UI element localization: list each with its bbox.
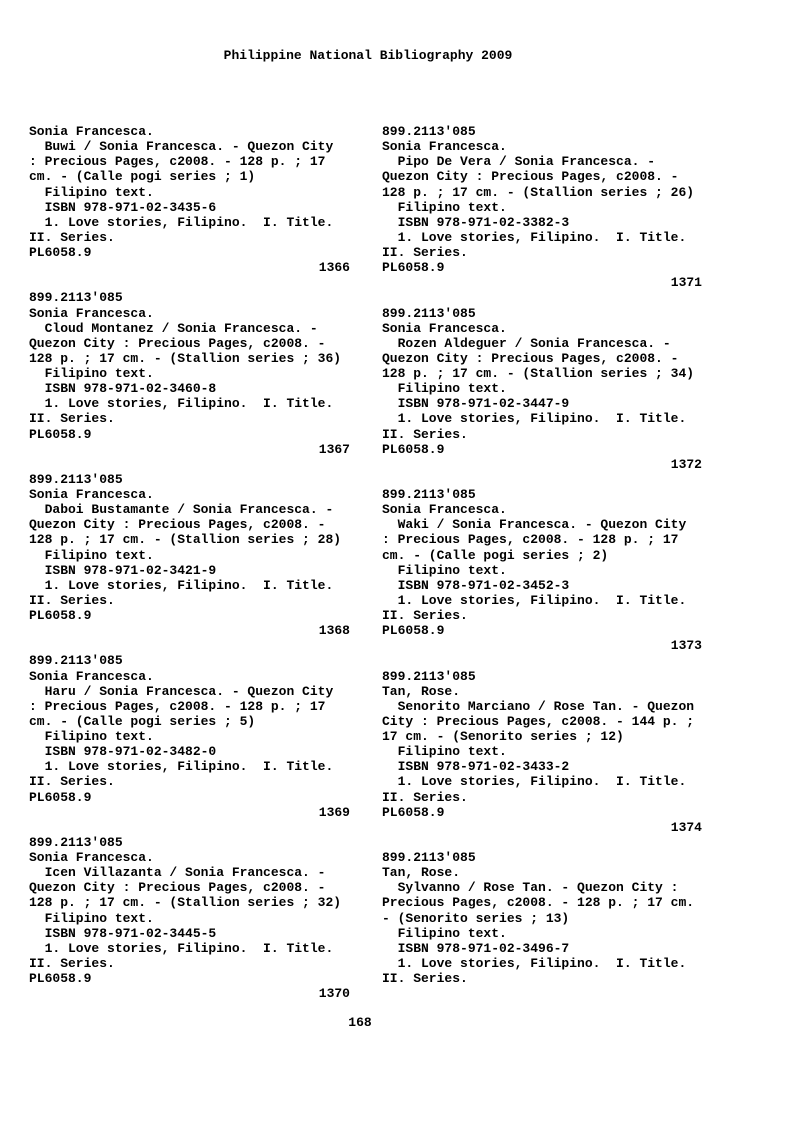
entry-line: ISBN 978-971-02-3382-3 (382, 214, 570, 230)
entry-number: 1373 (670, 638, 702, 654)
entry-line: ISBN 978-971-02-3435-6 (29, 199, 217, 215)
entry-line: Tan, Rose. (382, 683, 461, 699)
entry-line: cm. - (Calle pogi series ; 2) (382, 547, 609, 563)
entry-line: Sonia Francesca. (29, 487, 154, 502)
entry-line: ISBN 978-971-02-3447-9 (382, 396, 570, 412)
entry-line: PL6058.9 (382, 260, 445, 276)
entry-number: 1374 (670, 819, 702, 835)
entry-line: 1. Love stories, Filipino. I. Title. (382, 411, 687, 427)
entry-line: Quezon City : Precious Pages, c2008. - (29, 517, 326, 533)
entry-line: Senorito Marciano / Rose Tan. - Quezon (382, 698, 695, 714)
entry-line: 1. Love stories, Filipino. I. Title. (29, 396, 334, 412)
entry-separator (382, 653, 702, 668)
entry-line: 1. Love stories, Filipino. I. Title. (382, 774, 687, 790)
bibliography-entry (29, 835, 350, 1001)
entry-line: 899.2113'085 (382, 850, 476, 865)
entry-line: PL6058.9 (29, 245, 92, 260)
entry-line: Filipino text. (382, 562, 507, 578)
entry-number: 1366 (318, 260, 350, 276)
entry-line: II. Series. (382, 971, 468, 986)
entry-line: Sonia Francesca. (29, 305, 154, 321)
entry-line: Tan, Rose. (382, 865, 461, 881)
entry-separator (382, 290, 702, 305)
entry-line: 1. Love stories, Filipino. I. Title. (382, 229, 687, 245)
entry-line: Haru / Sonia Francesca. - Quezon City (29, 683, 334, 699)
entry-line: Filipino text. (382, 744, 507, 760)
entry-number: 1371 (670, 275, 702, 291)
entry-line: ISBN 978-971-02-3482-0 (29, 744, 217, 760)
entry-line: Quezon City : Precious Pages, c2008. - (29, 880, 326, 896)
entry-line: Sonia Francesca. (382, 502, 507, 518)
entry-line: Filipino text. (29, 184, 154, 200)
entry-separator (29, 275, 350, 290)
entry-separator (29, 457, 350, 472)
entry-line: 899.2113'085 (29, 834, 123, 850)
entry-line: Pipo De Vera / Sonia Francesca. - (382, 154, 656, 170)
entry-line: 899.2113'085 (382, 487, 476, 502)
bibliography-entry (382, 124, 702, 290)
entry-line: Sonia Francesca. (29, 850, 154, 865)
entry-line: Buwi / Sonia Francesca. - Quezon City (29, 139, 334, 155)
entry-line: Sylvanno / Rose Tan. - Quezon City : (382, 880, 679, 896)
bibliography-entry (29, 290, 350, 456)
entry-line: II. Series. (382, 245, 468, 260)
entry-line: Daboi Bustamante / Sonia Francesca. - (29, 502, 334, 518)
entry-number: 1369 (318, 804, 350, 820)
entry-line: 899.2113'085 (382, 124, 476, 139)
entry-line: Filipino text. (29, 547, 154, 563)
entry-line: PL6058.9 (29, 971, 92, 986)
entry-line: II. Series. (29, 774, 115, 790)
entry-line: 128 p. ; 17 cm. - (Stallion series ; 26) (382, 184, 695, 200)
entry-separator (29, 820, 350, 835)
entry-line: 128 p. ; 17 cm. - (Stallion series ; 28) (29, 532, 342, 548)
entry-line: PL6058.9 (29, 608, 92, 623)
entry-line: - (Senorito series ; 13) (382, 910, 570, 926)
entry-line: Filipino text. (382, 199, 507, 215)
entry-line: Waki / Sonia Francesca. - Quezon City (382, 517, 687, 533)
entry-line: City : Precious Pages, c2008. - 144 p. ; (382, 713, 695, 729)
entry-separator (29, 638, 350, 653)
entry-line: cm. - (Calle pogi series ; 1) (29, 169, 256, 185)
page-title: Philippine National Bibliography 2009 (223, 48, 513, 63)
entry-number: 1367 (318, 441, 350, 457)
entry-line: 17 cm. - (Senorito series ; 12) (382, 729, 624, 744)
entry-line: PL6058.9 (382, 804, 445, 820)
entry-line: Icen Villazanta / Sonia Francesca. - (29, 865, 326, 881)
entry-line: 899.2113'085 (29, 653, 123, 669)
entry-line: Quezon City : Precious Pages, c2008. - (382, 169, 679, 185)
entry-separator (382, 835, 702, 850)
bibliography-entry (29, 653, 350, 819)
entry-line: ISBN 978-971-02-3445-5 (29, 925, 217, 941)
entry-line: II. Series. (29, 592, 115, 608)
entry-separator (382, 472, 702, 487)
entry-line: cm. - (Calle pogi series ; 5) (29, 713, 256, 729)
entry-number: 1372 (670, 456, 702, 472)
entry-line: II. Series. (29, 411, 115, 427)
entry-line: II. Series. (382, 608, 468, 623)
bibliography-entry (382, 850, 702, 986)
entry-line: ISBN 978-971-02-3421-9 (29, 562, 217, 578)
entry-line: Sonia Francesca. (382, 139, 507, 155)
entry-line: 899.2113'085 (29, 471, 123, 487)
right-column (382, 124, 702, 986)
entry-line: Sonia Francesca. (382, 320, 507, 336)
left-column (29, 124, 350, 1001)
entry-line: Sonia Francesca. (29, 668, 154, 684)
entry-number: 1368 (318, 623, 350, 639)
entry-line: 899.2113'085 (382, 668, 476, 684)
entry-line: PL6058.9 (29, 789, 92, 805)
bibliography-entry (382, 306, 702, 472)
entry-line: Precious Pages, c2008. - 128 p. ; 17 cm. (382, 895, 695, 911)
entry-line: ISBN 978-971-02-3433-2 (382, 759, 570, 775)
entry-number: 1370 (318, 986, 350, 1002)
entry-line: ISBN 978-971-02-3496-7 (382, 940, 570, 956)
entry-line: ISBN 978-971-02-3460-8 (29, 381, 217, 397)
entry-line: PL6058.9 (382, 441, 445, 457)
page-number: 168 (348, 1015, 372, 1030)
entry-line: : Precious Pages, c2008. - 128 p. ; 17 (29, 154, 326, 170)
entry-line: 1. Love stories, Filipino. I. Title. (382, 955, 687, 971)
entry-line: 899.2113'085 (382, 305, 476, 321)
entry-line: 1. Love stories, Filipino. I. Title. (29, 214, 334, 230)
entry-line: PL6058.9 (29, 426, 92, 442)
entry-line: Sonia Francesca. (29, 124, 154, 139)
entry-line: Filipino text. (29, 910, 154, 926)
bibliography-entry (29, 472, 350, 638)
entry-line: Filipino text. (382, 925, 507, 941)
entry-line: II. Series. (29, 955, 115, 971)
entry-line: ISBN 978-971-02-3452-3 (382, 577, 570, 593)
entry-line: : Precious Pages, c2008. - 128 p. ; 17 (29, 698, 326, 714)
entry-line: 1. Love stories, Filipino. I. Title. (382, 592, 687, 608)
bibliography-entry (29, 124, 350, 275)
entry-line: : Precious Pages, c2008. - 128 p. ; 17 (382, 532, 679, 548)
entry-line: PL6058.9 (382, 623, 445, 639)
entry-line: Filipino text. (29, 366, 154, 381)
entry-line: 899.2113'085 (29, 290, 123, 306)
entry-line: Quezon City : Precious Pages, c2008. - (29, 335, 326, 351)
entry-line: 1. Love stories, Filipino. I. Title. (29, 940, 334, 956)
entry-line: 128 p. ; 17 cm. - (Stallion series ; 34) (382, 366, 695, 381)
entry-line: II. Series. (382, 426, 468, 442)
entry-line: 128 p. ; 17 cm. - (Stallion series ; 36) (29, 350, 342, 366)
entry-line: 1. Love stories, Filipino. I. Title. (29, 759, 334, 775)
entry-line: Filipino text. (382, 381, 507, 397)
entry-line: Quezon City : Precious Pages, c2008. - (382, 350, 679, 366)
entry-line: II. Series. (29, 229, 115, 245)
entry-line: 1. Love stories, Filipino. I. Title. (29, 577, 334, 593)
entry-line: II. Series. (382, 789, 468, 805)
entry-line: Rozen Aldeguer / Sonia Francesca. - (382, 335, 671, 351)
bibliography-entry (382, 669, 702, 835)
entry-line: 128 p. ; 17 cm. - (Stallion series ; 32) (29, 895, 342, 911)
bibliography-entry (382, 487, 702, 653)
entry-line: Cloud Montanez / Sonia Francesca. - (29, 320, 318, 336)
entry-line: Filipino text. (29, 729, 154, 744)
